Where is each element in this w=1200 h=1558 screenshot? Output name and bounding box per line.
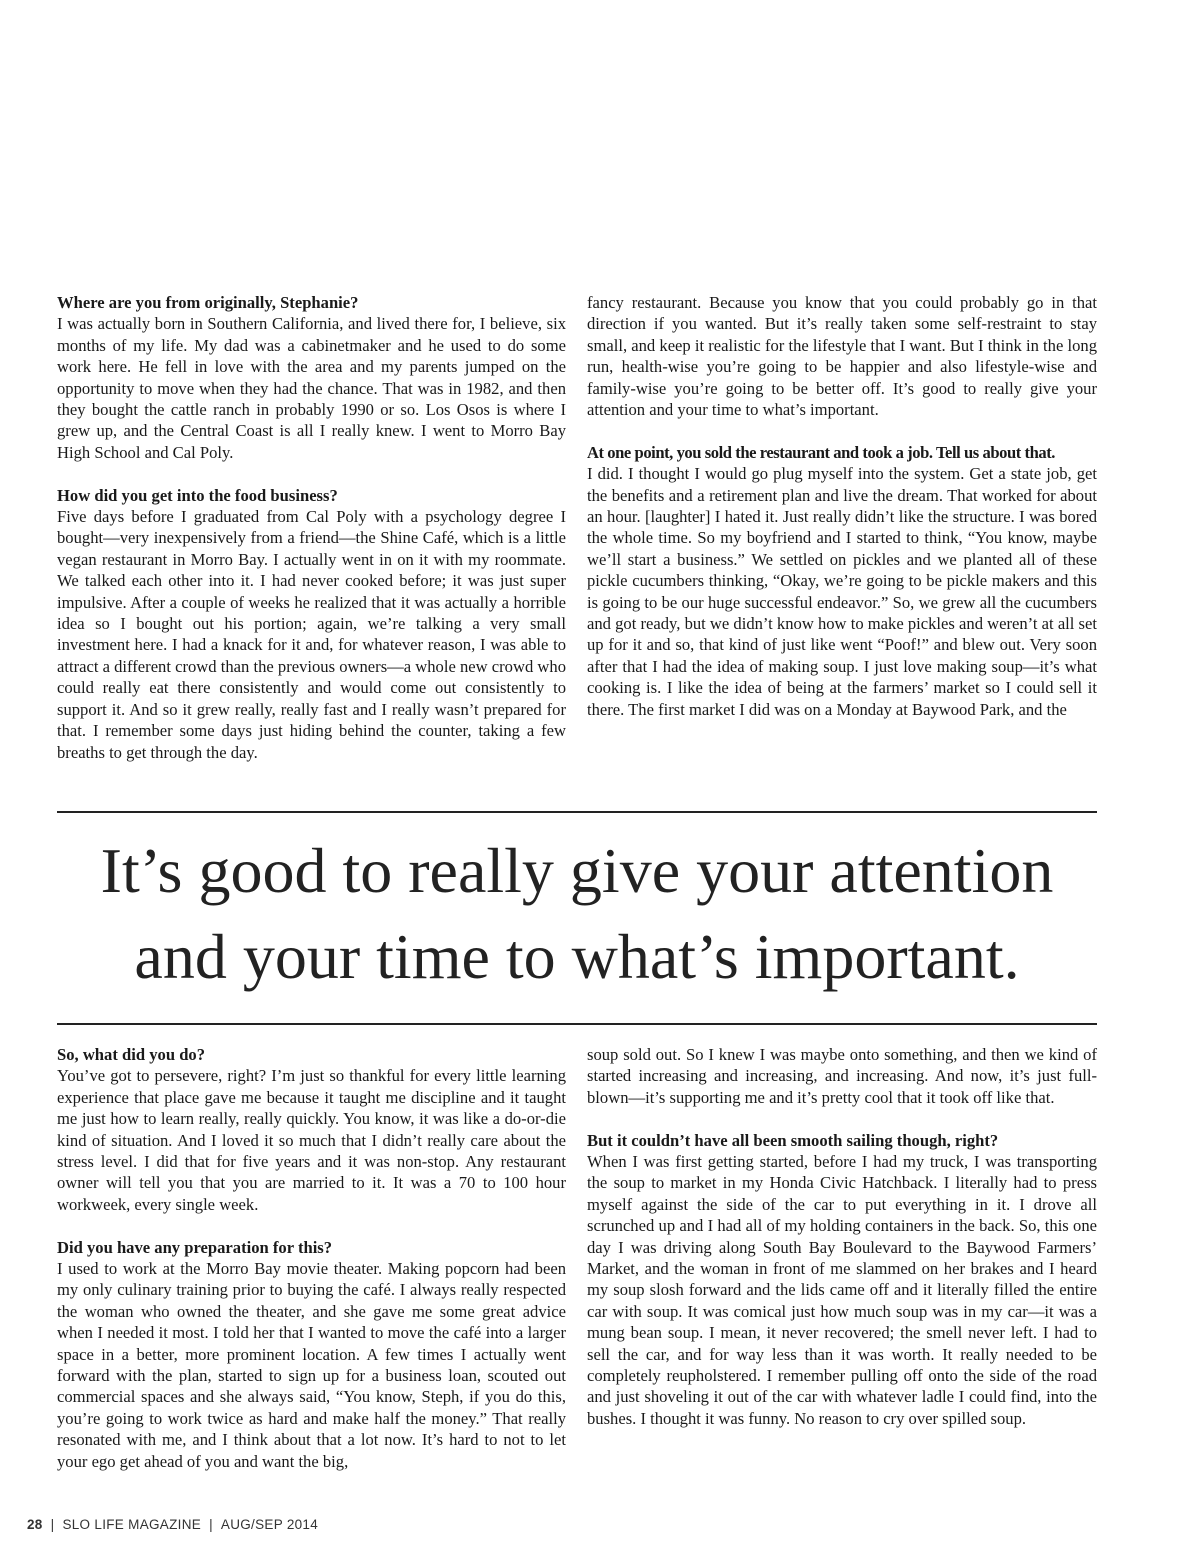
interview-answer: When I was first getting started, before I had my truck, I was transporting the soup to market in my Honda Civic Hatchback. I literally had to press myself against the side of the car to put everything in it. I drove all scrunched up and I had all of my holding containers in the back. So, this one day I was driving along South Bay Boulevard to the Baywood Farmers’ Market, and the woman in front of me slammed on her brakes and I heard my soup slosh forward and the lids came off and it literally filled the entire car with soup. It was comical just how much soup was in my car—it was a mung bean soup. I mean, it never recovered; the smell never left. I had to sell the car, and for way less than it was worth. It really needed to be completely reupholstered. I remember pulling off onto the side of the road and just shoveling it out of the car with whatever ladle I could find, into the bushes. I thought it was funny. No reason to cry over spilled soup.	[587, 1152, 1097, 1428]
interview-question: Where are you from originally, Stephanie?	[57, 293, 359, 312]
interview-question: At one point, you sold the restaurant and took a job. Tell us about that.	[587, 442, 1055, 462]
pull-quote-line: and your time to what’s important.	[134, 921, 1020, 992]
pull-quote	[57, 828, 1097, 1000]
article-column-4	[587, 1044, 1097, 1429]
interview-question: But it couldn’t have all been smooth sailing though, right?	[587, 1130, 999, 1150]
article-column-1	[57, 292, 566, 763]
page-number: 28	[27, 1517, 43, 1532]
footer-separator: |	[209, 1517, 213, 1532]
interview-answer: I was actually born in Southern California, and lived there for, I believe, six months of my life. My dad was a cabinetmaker and he used to do some work here. He fell in love with the area and my parents jumped on the opportunity to move when they had the chance. That was in 1982, and then they bought the cattle ranch in probably 1990 or so. Los Osos is where I grew up, and the Central Coast is all I really knew. I went to Morro Bay High School and Cal Poly.	[57, 314, 566, 462]
pull-quote-top-rule	[57, 811, 1097, 813]
interview-question: How did you get into the food business?	[57, 485, 338, 505]
page-footer	[27, 1517, 318, 1532]
interview-answer: Five days before I graduated from Cal Poly with a psychology degree I bought—very inexpensively from a friend—the Shine Café, which is a little vegan restaurant in Morro Bay. I actually went in on it with my roommate. We talked each other into it. I had never cooked before; it was just super impulsive. After a couple of weeks he realized that it was actually a horrible idea so I bought out his portion; again, we’re talking a very small investment here. I had a knack for it and, for whatever reason, I was able to attract a different crowd than the previous owners—a whole new crowd who could really eat there consistently and would come out consistently to support it. And so it grew really, really fast and I really wasn’t prepared for that. I remember some days just hiding behind the counter, taking a few breaths to get through the day.	[57, 507, 566, 762]
issue-date: AUG/SEP 2014	[220, 1517, 319, 1532]
answer-continuation: fancy restaurant. Because you know that you could probably go in that direction if you wanted. But it’s really taken some self-restraint to stay small, and keep it realistic for the lifestyle that I want. But I think in the long run, health-wise you’re going to be happier and also lifestyle-wise and family-wise you’re going to be better off. It’s good to really give your attention and your time to what’s important.	[587, 293, 1097, 420]
article-column-2	[587, 292, 1097, 720]
pull-quote-line: It’s good to really give your attention	[100, 835, 1054, 906]
footer-separator: |	[50, 1517, 55, 1532]
article-column-3	[57, 1044, 566, 1472]
interview-answer: I used to work at the Morro Bay movie theater. Making popcorn had been my only culinary training prior to buying the café. I always really respected the woman who owned the theater, and she gave me some great advice when I needed it most. I told her that I wanted to move the café into a larger space in a better, more prominent location. A few times I actually went forward with the plan, started to sign up for a business loan, scouted out commercial spaces and she always said, “You know, Steph, if you do this, you’re going to work twice as hard and make half the money.” That really resonated with me, and I think about that a lot now. It’s hard to not to let your ego get ahead of you and want the big,	[57, 1259, 566, 1471]
interview-answer: You’ve got to persevere, right? I’m just so thankful for every little learning experience that place gave me because it taught me discipline and it taught me just how to learn really, really quickly. You know, it was like a do-or-die kind of situation. And I loved it so much that I didn’t really care about the stress level. I did that for five years and it was non-stop. Any restaurant owner will tell you that you are married to it. It was a 70 to 100 hour workweek, every single week.	[57, 1066, 566, 1214]
interview-question: Did you have any preparation for this?	[57, 1237, 333, 1257]
answer-continuation: soup sold out. So I knew I was maybe onto something, and then we kind of started increasing and increasing, and increasing. And now, it’s just full-blown—it’s supporting me and it’s pretty cool that it took off like that.	[587, 1045, 1097, 1107]
interview-question: So, what did you do?	[57, 1045, 206, 1064]
magazine-name: SLO LIFE MAGAZINE	[62, 1517, 202, 1532]
interview-answer: I did. I thought I would go plug myself into the system. Get a state job, get the benefits and a retirement plan and live the dream. That worked for about an hour. [laughter] I hated it. Just really didn’t like the structure. I was bored the whole time. So my boyfriend and I started to think, “You know, maybe we’ll start a business.” We settled on pickles and we planted all of these pickle cucumbers thinking, “Okay, we’re going to be pickle makers and this is going to be our huge successful endeavor.” So, we grew all the cucumbers and got ready, but we didn’t know how to make pickles and weren’t at all set up for it and so, that kind of just like went “Poof!” and blew out. Very soon after that I had the idea of making soup. I just love making soup—it’s what cooking is. I like the idea of being at the farmers’ market so I could sell it there. The first market I did was on a Monday at Baywood Park, and the	[587, 464, 1097, 719]
pull-quote-bottom-rule	[57, 1023, 1097, 1025]
